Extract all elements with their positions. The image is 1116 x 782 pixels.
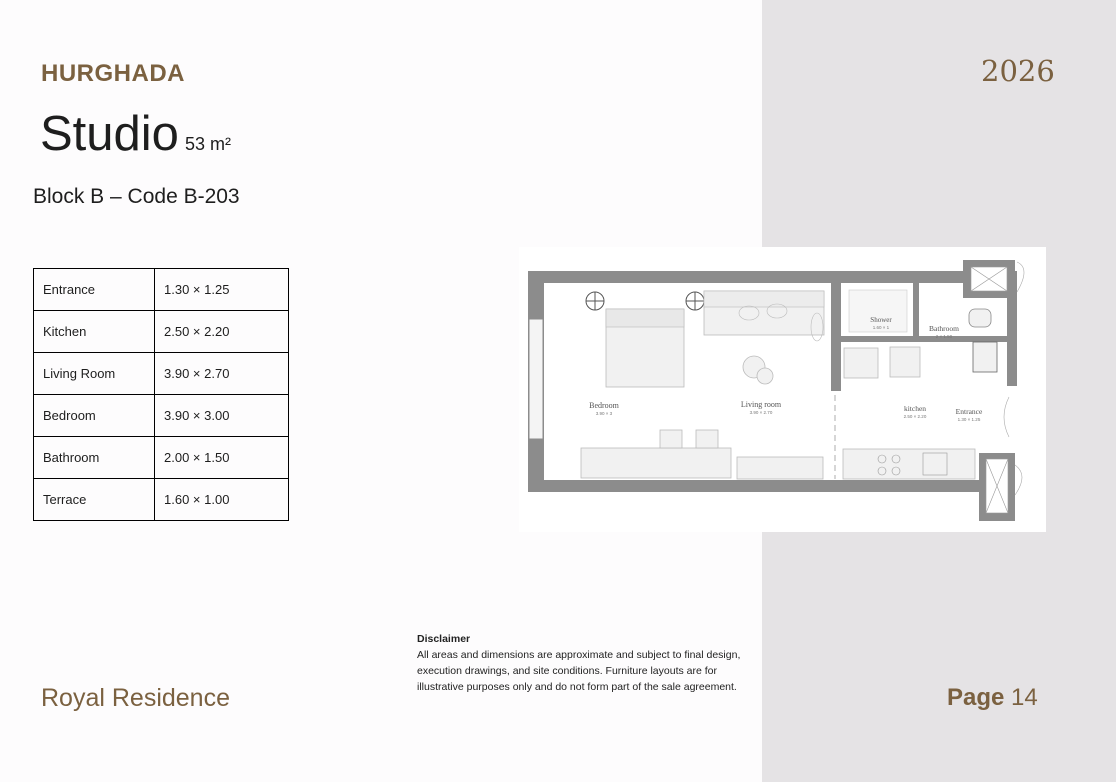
unit-area: 53 m² bbox=[184, 134, 231, 154]
label-kitchen-dims: 2.50 × 2.20 bbox=[903, 414, 927, 419]
room-name-cell: Living Room bbox=[34, 353, 155, 395]
toilet-icon bbox=[969, 309, 991, 327]
sofa-back bbox=[704, 291, 824, 307]
label-entrance: Entrance bbox=[955, 407, 983, 416]
table-row bbox=[34, 353, 289, 395]
table-row bbox=[34, 479, 289, 521]
city-heading: HURGHADA bbox=[41, 60, 185, 87]
washer-icon bbox=[890, 347, 920, 377]
room-name-cell: Entrance bbox=[34, 269, 155, 311]
page-number: 14 bbox=[1011, 684, 1038, 711]
label-living-dims: 3.90 × 2.70 bbox=[749, 410, 773, 415]
room-dimensions-table bbox=[33, 268, 289, 521]
page-indicator bbox=[947, 684, 1038, 712]
room-name-cell: Bedroom bbox=[34, 395, 155, 437]
room-dims-cell: 1.60 × 1.00 bbox=[155, 479, 289, 521]
room-dims-cell: 3.90 × 3.00 bbox=[155, 395, 289, 437]
chair-icon bbox=[696, 430, 718, 448]
table-row bbox=[34, 395, 289, 437]
label-bathroom: Bathroom bbox=[929, 324, 959, 333]
table-row bbox=[34, 269, 289, 311]
window-left bbox=[529, 319, 543, 439]
wall-bottom bbox=[528, 480, 836, 492]
wall-bottom-right bbox=[836, 480, 979, 492]
chair-icon bbox=[660, 430, 682, 448]
floor-plan bbox=[519, 247, 1046, 532]
wall-middle bbox=[831, 271, 841, 391]
room-name-cell: Kitchen bbox=[34, 311, 155, 353]
desk bbox=[581, 448, 731, 478]
label-shower-dims: 1.60 × 1 bbox=[872, 325, 890, 330]
kitchen-counter bbox=[843, 449, 975, 479]
side-table bbox=[757, 368, 773, 384]
project-name: Royal Residence bbox=[41, 684, 230, 712]
table-row bbox=[34, 311, 289, 353]
room-dims-cell: 1.30 × 1.25 bbox=[155, 269, 289, 311]
door-swing-top bbox=[1017, 262, 1024, 292]
bed-pillows bbox=[606, 309, 684, 327]
label-bedroom: Bedroom bbox=[589, 401, 619, 410]
tv-unit bbox=[737, 457, 823, 479]
unit-type: Studio bbox=[40, 107, 179, 161]
wall-top bbox=[528, 271, 1017, 283]
label-living: Living room bbox=[740, 400, 782, 409]
disclaimer-title: Disclaimer bbox=[417, 633, 471, 645]
label-bathroom-dims: 2 × 1.50 bbox=[935, 334, 953, 339]
room-name-cell: Terrace bbox=[34, 479, 155, 521]
room-dims-cell: 3.90 × 2.70 bbox=[155, 353, 289, 395]
label-shower: Shower bbox=[870, 316, 892, 324]
disclaimer bbox=[417, 631, 747, 695]
table-row bbox=[34, 437, 289, 479]
door-swing-bottom bbox=[1015, 465, 1022, 495]
page-label: Page bbox=[947, 684, 1005, 711]
disclaimer-text: All areas and dimensions are approximate and subject to final design, execution drawings, and site conditions. Furniture layouts are for illustrative purposes only and do not form part of the sale agreement. bbox=[417, 649, 741, 693]
sink-icon bbox=[973, 342, 997, 372]
room-name-cell: Bathroom bbox=[34, 437, 155, 479]
wall-bath bbox=[841, 336, 1007, 342]
label-kitchen: kitchen bbox=[903, 404, 927, 413]
door-swing-entrance bbox=[1004, 397, 1009, 437]
room-dims-cell: 2.00 × 1.50 bbox=[155, 437, 289, 479]
label-entrance-dims: 1.30 × 1.25 bbox=[957, 417, 981, 422]
year-label: 2026 bbox=[981, 54, 1055, 88]
block-code: Block B – Code B-203 bbox=[33, 185, 240, 208]
room-dims-cell: 2.50 × 2.20 bbox=[155, 311, 289, 353]
unit-title bbox=[40, 106, 231, 162]
floor-plan-drawing bbox=[519, 247, 1046, 532]
fridge-icon bbox=[844, 348, 878, 378]
wall-shower bbox=[913, 283, 919, 336]
label-bedroom-dims: 3.90 × 3 bbox=[595, 411, 613, 416]
